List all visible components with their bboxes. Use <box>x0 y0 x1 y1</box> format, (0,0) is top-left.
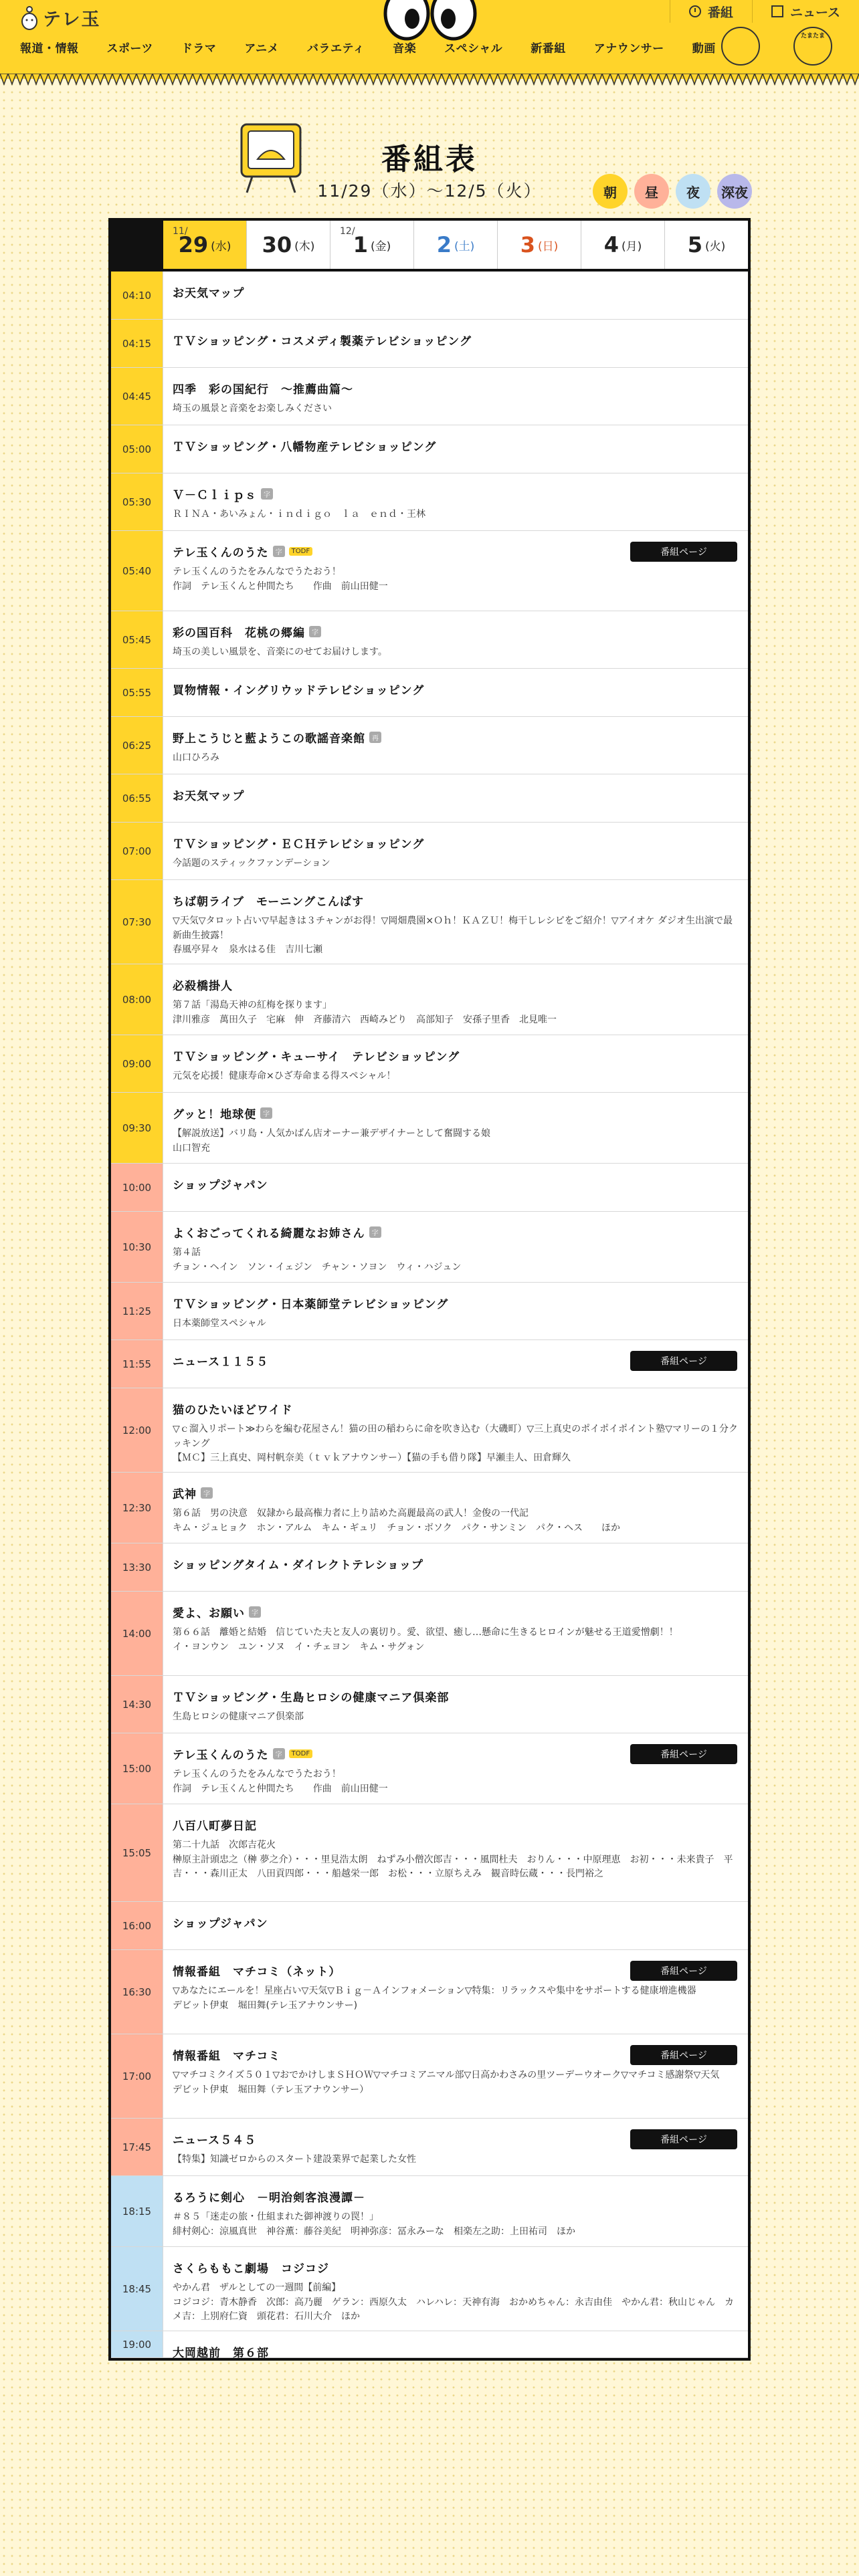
program-row[interactable] <box>111 1164 748 1212</box>
program-time: 05:40 <box>111 531 163 611</box>
program-title[interactable]: ＴＶショッピング・生島ヒロシの健康マニア倶楽部 <box>173 1691 450 1705</box>
program-time: 17:45 <box>111 2119 163 2175</box>
nav-anime[interactable]: アニメ <box>244 42 279 56</box>
program-title-line <box>173 1555 739 1572</box>
program-cell <box>163 1592 748 1675</box>
program-time: 18:15 <box>111 2176 163 2246</box>
program-page-button[interactable]: 番組ページ <box>630 1744 737 1764</box>
program-row[interactable] <box>111 2034 748 2119</box>
nav-announcers[interactable]: アナウンサー <box>593 42 664 56</box>
jump-morning-button[interactable]: 朝 <box>593 174 628 209</box>
program-title[interactable]: ショッピングタイム・ダイレクトテレショップ <box>173 1559 423 1572</box>
program-title-line <box>173 1400 739 1417</box>
nav-new-programs[interactable]: 新番組 <box>531 42 566 56</box>
program-title-line <box>173 892 739 909</box>
site-logo[interactable] <box>20 4 100 31</box>
program-time: 06:25 <box>111 717 163 774</box>
program-time: 04:45 <box>111 368 163 425</box>
program-tag-badge: TODF <box>289 547 312 556</box>
program-time: 05:00 <box>111 425 163 473</box>
program-title-line <box>173 284 739 300</box>
program-time: 05:55 <box>111 669 163 716</box>
program-cell <box>163 2247 748 2331</box>
program-title[interactable]: テレ玉くんのうた <box>173 1749 269 1762</box>
program-time: 15:05 <box>111 1804 163 1901</box>
program-title[interactable]: ショップジャパン <box>173 1917 268 1931</box>
program-row[interactable] <box>111 425 748 473</box>
program-row[interactable] <box>111 272 748 320</box>
program-cell <box>163 774 748 822</box>
nav-news-info[interactable]: 報道・情報 <box>20 42 79 56</box>
day-tab-thu[interactable] <box>247 221 330 269</box>
program-row[interactable] <box>111 368 748 425</box>
global-nav <box>20 39 744 56</box>
program-time: 04:15 <box>111 320 163 367</box>
program-description: テレ玉くんのうたをみんなでうたおう！ 作詞 テレ玉くんと仲間たち 作曲 前山田健一 <box>173 1769 388 1794</box>
nav-videos[interactable]: 動画 <box>692 42 716 56</box>
day-weekday: (木) <box>294 239 315 253</box>
program-row[interactable] <box>111 1543 748 1592</box>
program-time: 15:00 <box>111 1733 163 1804</box>
program-cell <box>163 1950 748 2034</box>
program-cell <box>163 531 748 611</box>
program-description: 【解説放送】バリ島・人気かばん店オーナー兼デザイナーとして奮闘する娘 山口智充 <box>173 1128 491 1154</box>
program-cell <box>163 473 748 530</box>
program-cell <box>163 2331 748 2360</box>
program-title[interactable]: 野上こうじと藍ようこの歌謡音楽館 <box>173 732 365 746</box>
eyes-mascot-icon <box>380 0 480 41</box>
program-cell <box>163 1093 748 1163</box>
program-cell <box>163 823 748 879</box>
program-description: ＃８５「迷走の旅・仕組まれた御神渡りの罠！」 緋村剣心：涼風真世 神谷薫：藤谷美紀 明神弥彦：冨永みーな 相楽左之助：上田祐司 ほか <box>173 2212 575 2237</box>
program-time: 05:30 <box>111 473 163 530</box>
day-tabs <box>111 221 748 272</box>
program-row[interactable] <box>111 1733 748 1804</box>
program-title-line <box>173 681 739 697</box>
day-date: 29 <box>178 232 209 257</box>
program-row[interactable] <box>111 669 748 717</box>
program-page-button[interactable]: 番組ページ <box>630 1961 737 1981</box>
program-description: 元気を応援！健康寿命×ひざ寿命まる得スペシャル！ <box>173 1071 396 1081</box>
program-tag-badge: 字 <box>260 1107 272 1119</box>
program-title[interactable]: ちば朝ライブ モーニングこんぱす <box>173 895 364 909</box>
program-cell <box>163 1340 748 1388</box>
program-title[interactable]: ＴＶショッピング・コスメディ製薬テレビショッピング <box>173 335 472 348</box>
nav-sports[interactable]: スポーツ <box>106 42 153 56</box>
program-time: 13:30 <box>111 1543 163 1591</box>
program-page-button[interactable]: 番組ページ <box>630 2045 737 2065</box>
program-time: 14:30 <box>111 1676 163 1733</box>
program-title[interactable]: 武神 <box>173 1488 197 1501</box>
program-row[interactable] <box>111 774 748 823</box>
program-title-line <box>173 1604 739 1620</box>
time-of-day-jump <box>593 174 752 209</box>
program-row[interactable] <box>111 1340 748 1388</box>
program-title[interactable]: 大岡越前 第６部 <box>173 2347 269 2360</box>
program-time: 10:30 <box>111 1212 163 1282</box>
day-tabs-corner <box>111 221 163 269</box>
day-date: 2 <box>436 232 452 257</box>
program-row[interactable] <box>111 473 748 531</box>
program-title[interactable]: ＴＶショッピング・八幡物産テレビショッピング <box>173 441 437 454</box>
program-page-button[interactable]: 番組ページ <box>630 542 737 562</box>
program-time: 12:00 <box>111 1388 163 1472</box>
program-time: 17:00 <box>111 2034 163 2118</box>
program-schedule <box>108 218 751 2361</box>
program-rows <box>111 272 748 2358</box>
day-date: 3 <box>520 232 535 257</box>
program-row[interactable] <box>111 964 748 1035</box>
program-cell <box>163 1164 748 1211</box>
day-weekday: (水) <box>211 239 231 253</box>
day-tab-fri[interactable] <box>330 221 414 269</box>
program-title-line <box>173 1105 739 1121</box>
program-row[interactable] <box>111 1212 748 1283</box>
program-time: 11:25 <box>111 1283 163 1339</box>
program-description: 今話題のスティックファンデーション <box>173 858 330 869</box>
program-time: 18:45 <box>111 2247 163 2331</box>
program-description: ▽天気▽タロット占い▽早起きは３チャンがお得！▽岡畑農園×Ｏｈ！ＫＡＺＵ！梅干しレシピをご紹介！▽アイオケ ダジオ生出演で最新曲生披露！ 春風亭昇々 泉水はる佳 吉川七瀬 <box>173 916 733 956</box>
program-title[interactable]: グッと！地球便 <box>173 1108 257 1121</box>
program-title[interactable]: 愛よ、お願い <box>173 1607 245 1620</box>
program-description: ＲＩＮＡ・あいみょん・ｉｎｄｉｇｏ ｌａ ｅｎｄ・王林 <box>173 509 425 520</box>
day-date: 1 <box>353 232 368 257</box>
day-weekday: (金) <box>371 239 391 253</box>
program-tag-badge: TODF <box>289 1749 312 1758</box>
program-cell <box>163 2176 748 2246</box>
program-tag-badge: 字 <box>249 1606 261 1618</box>
program-tag-badge: 再 <box>369 732 381 743</box>
jump-night-button[interactable]: 深夜 <box>717 174 752 209</box>
program-title-line <box>173 1688 739 1705</box>
program-title-line <box>173 976 739 993</box>
program-row[interactable] <box>111 1950 748 2034</box>
program-description: 埼玉の風景と音楽をお楽しみください <box>173 403 332 414</box>
program-guide-link[interactable] <box>670 0 752 23</box>
program-time: 19:00 <box>111 2331 163 2357</box>
program-row[interactable] <box>111 823 748 880</box>
program-cell <box>163 1283 748 1339</box>
program-description: テレ玉くんのうたをみんなでうたおう！ 作詞 テレ玉くんと仲間たち 作曲 前山田健一 <box>173 566 388 592</box>
program-title[interactable]: テレ玉くんのうた <box>173 546 269 560</box>
program-row[interactable] <box>111 1035 748 1093</box>
program-title[interactable]: 彩の国百科 花桃の郷編 <box>173 627 305 640</box>
program-title-line <box>173 2343 739 2360</box>
program-row[interactable] <box>111 1283 748 1340</box>
day-date: 4 <box>603 232 619 257</box>
program-description: ▽あなたにエールを！星座占い▽天気▽Ｂｉｇ－Ａインフォメーション▽特集：リラックスや集中をサポートする健康増進機器 デビット伊東 堀田舞(テレ玉アナウンサー) <box>173 1985 696 2011</box>
program-row[interactable] <box>111 1473 748 1543</box>
program-title-line <box>173 729 739 746</box>
program-row[interactable] <box>111 2331 748 2358</box>
program-title[interactable]: Ｖ－Ｃｌｉｐｓ <box>173 489 257 502</box>
program-row[interactable] <box>111 1804 748 1902</box>
program-time: 07:30 <box>111 880 163 964</box>
program-title[interactable]: よくおごってくれる綺麗なお姉さん <box>173 1227 365 1241</box>
program-time: 09:00 <box>111 1035 163 1092</box>
program-title-line <box>173 380 739 397</box>
day-tab-tue[interactable] <box>665 221 748 269</box>
mascot-circle-icon[interactable] <box>721 27 760 66</box>
program-row[interactable] <box>111 1388 748 1473</box>
program-cell <box>163 717 748 774</box>
program-description: 第二十九話 次郎吉花火 榊原主計頭忠之（榊 夢之介）・・・里見浩太朗 ねずみ小僧次郎吉・・・風間杜夫 おりん・・・中原理恵 お初・・・未来貴子 平吉・・・森川正太 八田貢四郎・・・船越栄一郎 お松・・・立原ちえみ 観音時伝蔵・・・長門裕之 <box>173 1840 733 1880</box>
program-cell <box>163 272 748 319</box>
news-label: ニュース <box>789 5 840 20</box>
day-month: 12/ <box>340 226 355 237</box>
program-cell <box>163 368 748 425</box>
program-title-line <box>173 786 739 803</box>
program-title-line <box>173 1176 739 1192</box>
program-title-line <box>173 2259 739 2276</box>
program-cell <box>163 1543 748 1591</box>
program-cell <box>163 1902 748 1949</box>
program-time: 12:30 <box>111 1473 163 1543</box>
program-row[interactable] <box>111 1592 748 1676</box>
program-cell <box>163 1035 748 1092</box>
program-description: ▽マチコミクイズ５０１▽おでかけしまＳＨＯＷ▽マチコミアニマル部▽日高かわさみの里ツーデーウオーク▽マチコミ感謝祭▽天気 デビット伊東 堀田舞（テレ玉アナウンサー） <box>173 2070 720 2095</box>
program-title[interactable]: ショップジャパン <box>173 1179 268 1192</box>
program-cell <box>163 2034 748 2118</box>
program-cell <box>163 1388 748 1472</box>
program-description: 第４話 チョン・ヘイン ソン・イェジン チャン・ソヨン ウィ・ハジュン <box>173 1247 462 1273</box>
program-title[interactable]: 必殺橋掛人 <box>173 980 233 993</box>
program-description: 生島ヒロシの健康マニア倶楽部 <box>173 1711 304 1722</box>
program-title[interactable]: るろうに剣心 －明治剣客浪漫譚－ <box>173 2191 365 2205</box>
program-row[interactable] <box>111 1676 748 1733</box>
nav-music[interactable]: 音楽 <box>393 42 417 56</box>
date-range: 11/29（水）～12/5（火） <box>317 181 542 201</box>
program-time: 07:00 <box>111 823 163 879</box>
program-cell <box>163 1733 748 1804</box>
nav-circle-icons <box>721 27 832 66</box>
program-title[interactable]: お天気マップ <box>173 287 245 300</box>
program-title[interactable]: 情報番組 マチコミ（ネット） <box>173 1965 341 1979</box>
program-title[interactable]: ニュース１１５５ <box>173 1356 269 1369</box>
newspaper-icon <box>771 5 783 17</box>
logo-text: テレ玉 <box>43 9 101 30</box>
program-description: ▽ｃ溜入リポート≫わらを編む花屋さん！猫の田の稲わらに命を吹き込む（大磯町）▽三上真史のポイポイポイント塾▽マリーの１分クッキング 【ＭＣ】三上真史、岡村帆奈美（ｔｖｋアナウンサー）【猫の手も借り隊】早瀬圭人、田倉輝久 <box>173 1424 738 1464</box>
program-time: 16:30 <box>111 1950 163 2034</box>
jump-evening-button[interactable]: 夜 <box>676 174 710 209</box>
program-cell <box>163 964 748 1035</box>
program-time: 08:00 <box>111 964 163 1035</box>
tamatama-circle-icon[interactable]: たまたま <box>793 27 832 66</box>
program-title-line <box>173 1816 739 1833</box>
program-title-line <box>173 1295 739 1311</box>
program-row[interactable] <box>111 717 748 774</box>
program-title[interactable]: お天気マップ <box>173 790 245 803</box>
program-cell <box>163 320 748 367</box>
clock-icon <box>689 5 701 17</box>
program-cell <box>163 1676 748 1733</box>
program-row[interactable] <box>111 2119 748 2176</box>
day-date: 5 <box>687 232 702 257</box>
program-row[interactable] <box>111 2247 748 2331</box>
program-guide-label: 番組 <box>707 5 733 20</box>
program-row[interactable] <box>111 611 748 669</box>
program-description: 第６６話 離婚と結婚 信じていた夫と友人の裏切り。愛、欲望、癒し…懸命に生きるヒロインが魅せる王道愛憎劇！！ イ・ヨンウン ユン・ソヌ イ・チェヨン キム・サグォン <box>173 1627 678 1652</box>
nav-drama[interactable]: ドラマ <box>181 42 217 56</box>
program-title-line <box>173 1914 739 1931</box>
header-zigzag-border <box>0 74 859 91</box>
program-title[interactable]: 猫のひたいほどワイド <box>173 1404 293 1417</box>
program-description: 山口ひろみ <box>173 752 219 763</box>
nav-variety[interactable]: バラエティ <box>306 42 365 56</box>
program-cell <box>163 880 748 964</box>
program-tag-badge: 字 <box>369 1226 381 1238</box>
program-title-line <box>173 835 739 851</box>
news-link[interactable] <box>752 0 859 23</box>
nav-special[interactable]: スペシャル <box>444 42 503 56</box>
day-date: 30 <box>262 232 292 257</box>
program-description: 【特集】知識ゼロからのスタート建設業界で起業した女性 <box>173 2154 416 2165</box>
program-title-line <box>173 332 739 348</box>
program-cell <box>163 1473 748 1543</box>
program-title[interactable]: ＴＶショッピング・ＥＣＨテレビショッピング <box>173 838 425 851</box>
program-time: 10:00 <box>111 1164 163 1211</box>
program-row[interactable] <box>111 320 748 368</box>
program-time: 04:10 <box>111 272 163 319</box>
title-area <box>0 107 859 207</box>
program-title-line <box>173 437 739 454</box>
program-tag-badge: 字 <box>273 546 285 557</box>
program-time: 16:00 <box>111 1902 163 1949</box>
program-title-line <box>173 2188 739 2205</box>
program-row[interactable] <box>111 1093 748 1164</box>
program-cell <box>163 1212 748 1282</box>
program-tag-badge: 字 <box>201 1487 213 1499</box>
program-title[interactable]: ＴＶショッピング・日本薬師堂テレビショッピング <box>173 1298 449 1311</box>
program-time: 09:30 <box>111 1093 163 1163</box>
program-row[interactable] <box>111 1902 748 1950</box>
program-cell <box>163 425 748 473</box>
program-description: 埼玉の美しい風景を、音楽にのせてお届けします。 <box>173 647 387 657</box>
site-header <box>0 0 859 79</box>
program-tag-badge: 字 <box>273 1748 285 1759</box>
program-title-line <box>173 1224 739 1241</box>
day-weekday: (月) <box>622 239 642 253</box>
day-month: 11/ <box>173 226 188 237</box>
program-tag-badge: 字 <box>309 626 321 637</box>
program-time: 06:55 <box>111 774 163 822</box>
program-row[interactable] <box>111 531 748 611</box>
program-cell <box>163 669 748 716</box>
program-cell <box>163 611 748 668</box>
program-title-line <box>173 623 739 640</box>
program-cell <box>163 2119 748 2175</box>
program-tag-badge: 字 <box>261 488 273 500</box>
program-page-button[interactable]: 番組ページ <box>630 2129 737 2149</box>
day-weekday: (日) <box>538 239 559 253</box>
program-description: 日本薬師堂スペシャル <box>173 1318 266 1329</box>
program-title[interactable]: 買物情報・イングリウッドテレビショッピング <box>173 684 425 697</box>
top-utility-links <box>670 0 859 23</box>
program-page-button[interactable]: 番組ページ <box>630 1351 737 1371</box>
day-weekday: (土) <box>454 239 475 253</box>
program-cell <box>163 1804 748 1901</box>
program-time: 14:00 <box>111 1592 163 1675</box>
program-row[interactable] <box>111 880 748 964</box>
day-tab-sat[interactable] <box>414 221 498 269</box>
program-title-line <box>173 1047 739 1064</box>
program-title[interactable]: ＴＶショッピング・キューサイ テレビショッピング <box>173 1051 460 1064</box>
day-tab-sun[interactable] <box>498 221 581 269</box>
day-weekday: (火) <box>705 239 726 253</box>
program-time: 11:55 <box>111 1340 163 1388</box>
program-title[interactable]: ニュース５４５ <box>173 2134 257 2147</box>
day-tab-mon[interactable] <box>581 221 665 269</box>
day-tab-wed[interactable] <box>163 221 247 269</box>
page-title: 番組表 <box>381 142 478 177</box>
program-title-line <box>173 486 739 502</box>
program-row[interactable] <box>111 2176 748 2247</box>
program-title[interactable]: さくらももこ劇場 コジコジ <box>173 2262 329 2276</box>
jump-noon-button[interactable]: 昼 <box>634 174 669 209</box>
program-description: 第６話 男の決意 奴隷から最高権力者に上り詰めた高麗最高の武人！金俊の一代記 キム・ジュヒョク ホン・アルム キム・ギュリ チョン・ボソク パク・サンミン パク・ヘス ほか <box>173 1508 621 1533</box>
mascot-icon <box>20 4 39 31</box>
program-description: やかん君 ザルとしての一週間【前編】 コジコジ：青木静香 次郎：高乃麗 ゲラン：西原久太 ハレハレ：天神有海 おかめちゃん：永吉由佳 やかん君：秋山じゃん カメ吉：上別府仁資 頭花君：石川大介 ほか <box>173 2282 735 2323</box>
program-title[interactable]: 情報番組 マチコミ <box>173 2050 281 2063</box>
program-title-line <box>173 1485 739 1501</box>
program-description: 第７話「湯島天神の紅梅を探ります」 津川雅彦 萬田久子 宅麻 伸 斉藤清六 西崎みどり 高部知子 安孫子里香 北見唯一 <box>173 1000 557 1025</box>
program-time: 05:45 <box>111 611 163 668</box>
program-title[interactable]: 八百八町夢日記 <box>173 1820 257 1833</box>
program-title[interactable]: 四季 彩の国紀行 ～推薦曲篇～ <box>173 383 353 397</box>
